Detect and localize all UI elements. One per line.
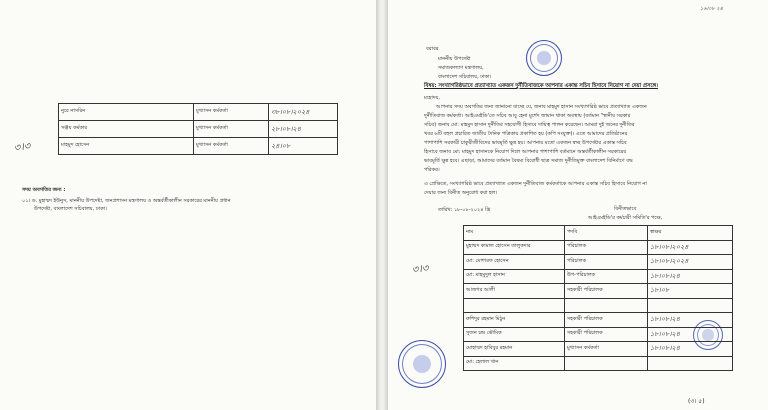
official-seal-top bbox=[526, 40, 562, 76]
body-line: সচিব) জনাব মো: মাহমুদ হাসান দুর্নীতির সহযোগী হিসাবে দায়িত্ব পালন করেছেন। আমরা দুই জনের দুর্নীতির bbox=[424, 122, 635, 128]
member-designation: সহকারী পরিচালক bbox=[565, 313, 648, 328]
member-signature-table bbox=[463, 225, 733, 371]
member-designation: সহকারী পরিচালক bbox=[565, 284, 648, 299]
table-header-row bbox=[464, 226, 733, 241]
member-designation: উপ-পরিচালক bbox=[565, 269, 648, 284]
member-name bbox=[464, 298, 565, 313]
member-designation bbox=[565, 356, 648, 371]
left-margin-note: ৩।৩ bbox=[13, 140, 32, 155]
table-row bbox=[464, 269, 733, 284]
signatory-name: নুরে নাসরিন bbox=[59, 104, 194, 121]
closing-line: দেয়ার জন্য বিনীত অনুরোধ করা হল। bbox=[424, 190, 498, 196]
salutation: মহোদয়, bbox=[424, 95, 441, 101]
address-line: বাংলাদেশ সচিবালয়, ঢাকা। bbox=[438, 74, 492, 80]
header-name: নাম bbox=[464, 226, 565, 241]
info-heading: সদয় অবগতির জন্য : bbox=[22, 187, 66, 193]
table-row bbox=[464, 313, 733, 328]
table-row bbox=[464, 284, 733, 299]
member-signature: ১৮।০৮ bbox=[648, 284, 733, 299]
sender-line: বিনীতভাবে bbox=[614, 206, 637, 212]
member-name: মো: হেলাল খান bbox=[464, 356, 565, 371]
header-signature: স্বাক্ষর bbox=[648, 226, 733, 241]
body-line: ভাবমূর্তি ক্ষুন্ন হবে। এছাড়া, আমাদের বর্তমান বৈষম্য বিরোধী ছাত্র সমাজ দুর্নীতিমুক্ত বাংলাদেশ বিনির্মাণে বদ্ধ bbox=[424, 158, 633, 164]
body-line: আপনার সদয় অবগতির জন্য জানানো যাচ্ছে যে, জনাব মাহমুদ হাসান সংখ্যাগরিষ্ঠ ভাবে প্রত্যাখ্যাত একজন bbox=[436, 104, 647, 110]
member-signature: ১৮।০৮।২৪ bbox=[648, 313, 733, 328]
body-line: খবর ৬টি বহুল প্রচারিত জাতীয় দৈনিক পত্রিকায় প্রকাশিত হয় (কপি সংযুক্ত)। এতে আমাদের প্রতিষ্ঠানের bbox=[424, 131, 628, 137]
member-name: মো: মাহমুদুল হাসান bbox=[464, 269, 565, 284]
table-row bbox=[59, 104, 338, 121]
subject-line: বিষয়: সংখ্যাগরিষ্ঠভাবে প্রত্যাখ্যাত একজন দুর্নীতিবাজকে আপনার একান্ত সচিব হিসাবে নিয়োগ না দেয়া প্রসঙ্গে। bbox=[424, 83, 658, 89]
body-line: পাশাপাশি সরকারী চাকুরীজীবিদের ভাবমূর্তি ক্ষুন্ন হয়। আপনার মতো একজন স্বচ্ছ উপদেষ্টার একান্ত সচিব bbox=[424, 140, 627, 146]
signatory-designation: মুখ্যাসন কর্মকর্তা bbox=[194, 121, 269, 138]
signatory-designation: মুখ্যাসন কর্মকর্তা bbox=[194, 104, 269, 121]
member-signature: ১৮।০৮।২৪ bbox=[648, 327, 733, 342]
member-designation: পরিচালক bbox=[565, 255, 648, 270]
page-number: (৩। ৫) bbox=[688, 398, 705, 405]
signatory-name: সঞ্জয় কর্মকার bbox=[59, 121, 194, 138]
signatory-signature: ২৮।০৮।২৪ bbox=[269, 121, 338, 138]
member-designation: মুখ্যাসন কর্মকর্তা bbox=[565, 342, 648, 357]
member-designation bbox=[565, 298, 648, 313]
member-name: মো: মোশারফ হোসেন bbox=[464, 255, 565, 270]
closing-line: এ প্রেক্ষিতে, সংখ্যাগরিষ্ঠ ভাবে প্রত্যাখ্যাত একজন দুর্নীতিবাজ কর্মকর্তাকে আপনার একান্ত সচিব হিসাবে নিয়োগ না bbox=[424, 181, 647, 187]
member-signature: ১৮।০৮।২৪ bbox=[648, 342, 733, 357]
header-designation: পদবি bbox=[565, 226, 648, 241]
signatory-table bbox=[58, 103, 338, 155]
member-signature: ১৮।০৮।২০২৪ bbox=[648, 240, 733, 255]
member-name: মুহাম্মদ কামাল হোসেন তালুকদার bbox=[464, 240, 565, 255]
member-designation: পরিচালক bbox=[565, 240, 648, 255]
body-line: পরিকর। bbox=[424, 167, 440, 173]
official-seal-bottom bbox=[398, 340, 446, 388]
table-row bbox=[464, 240, 733, 255]
right-margin-note: ৩।৩ bbox=[411, 263, 430, 276]
address-line: মাননীয় উপদেষ্টা bbox=[438, 56, 471, 62]
table-row bbox=[464, 342, 733, 357]
info-item: ০১। ড. মুহাম্মদ ইউনুস, মাননীয় উপদেষ্টা, জনপ্রশাসন মন্ত্রণালয় ও অন্তর্বর্তীকালীন সরকারের মাননীয় প্রধান bbox=[22, 198, 231, 204]
member-signature bbox=[648, 356, 733, 371]
member-signature: ১৮।০৮।২৪ bbox=[648, 269, 733, 284]
letter-date: তারিখ: ১৮-০৮-২০২৪ খ্রি bbox=[438, 207, 491, 213]
member-name: মোহাম্মদ হাবিবুর রহমান bbox=[464, 342, 565, 357]
body-line: হিসাবে জনাব মো: মাহমুদ হাসানকে নিয়োগ দিলে আপনার পাশাপাশি বর্তমানে অন্তর্বর্তীকালীন সরকারের bbox=[424, 149, 627, 155]
member-designation: সহকারী পরিচালক bbox=[565, 327, 648, 342]
table-row bbox=[464, 255, 733, 270]
table-row bbox=[59, 121, 338, 138]
member-name: রুশিদুর রহমান মিঠুন bbox=[464, 313, 565, 328]
member-signature: ১৮।০৮।২০২৪ bbox=[648, 255, 733, 270]
member-signature bbox=[648, 298, 733, 313]
info-item-continuation: উপদেষ্টা, বাংলাদেশ সচিবালয়, ঢাকা। bbox=[34, 206, 107, 212]
left-document-page bbox=[0, 0, 376, 410]
member-name: আজগর আলী bbox=[464, 284, 565, 299]
table-row bbox=[59, 138, 338, 155]
book-gutter bbox=[376, 0, 388, 410]
signatory-designation: মুখ্যাসন কর্মকর্তা bbox=[194, 138, 269, 155]
table-row bbox=[464, 298, 733, 313]
member-name: সুজন চন্দ্র ভৌমিক bbox=[464, 327, 565, 342]
top-handwritten-note: ১৬।০৮ ২৪ bbox=[700, 6, 723, 12]
body-line: দুর্নীতিবাজ কর্মকর্তা। আইএমইডি'তে সচিব আবু হেনা মুর্শেদ জামান থাকা অবস্থায় (বর্তমান "স্থানীয় সরকার bbox=[424, 113, 631, 119]
address-line: সমাজকল্যাণ মন্ত্রণালয়, bbox=[438, 65, 484, 71]
sender-line: আইএমইডি'র কর্মচারী সমিতি'র পক্ষে, bbox=[588, 215, 663, 221]
signatory-signature: ৩৮।০৮।২০২৪ bbox=[269, 104, 338, 121]
address-to: বরাবর bbox=[426, 46, 439, 52]
table-row bbox=[464, 327, 733, 342]
table-row bbox=[464, 356, 733, 371]
signatory-signature: ২৪।০৮ bbox=[269, 138, 338, 155]
signatory-name: মাহমুদ হোসেন bbox=[59, 138, 194, 155]
